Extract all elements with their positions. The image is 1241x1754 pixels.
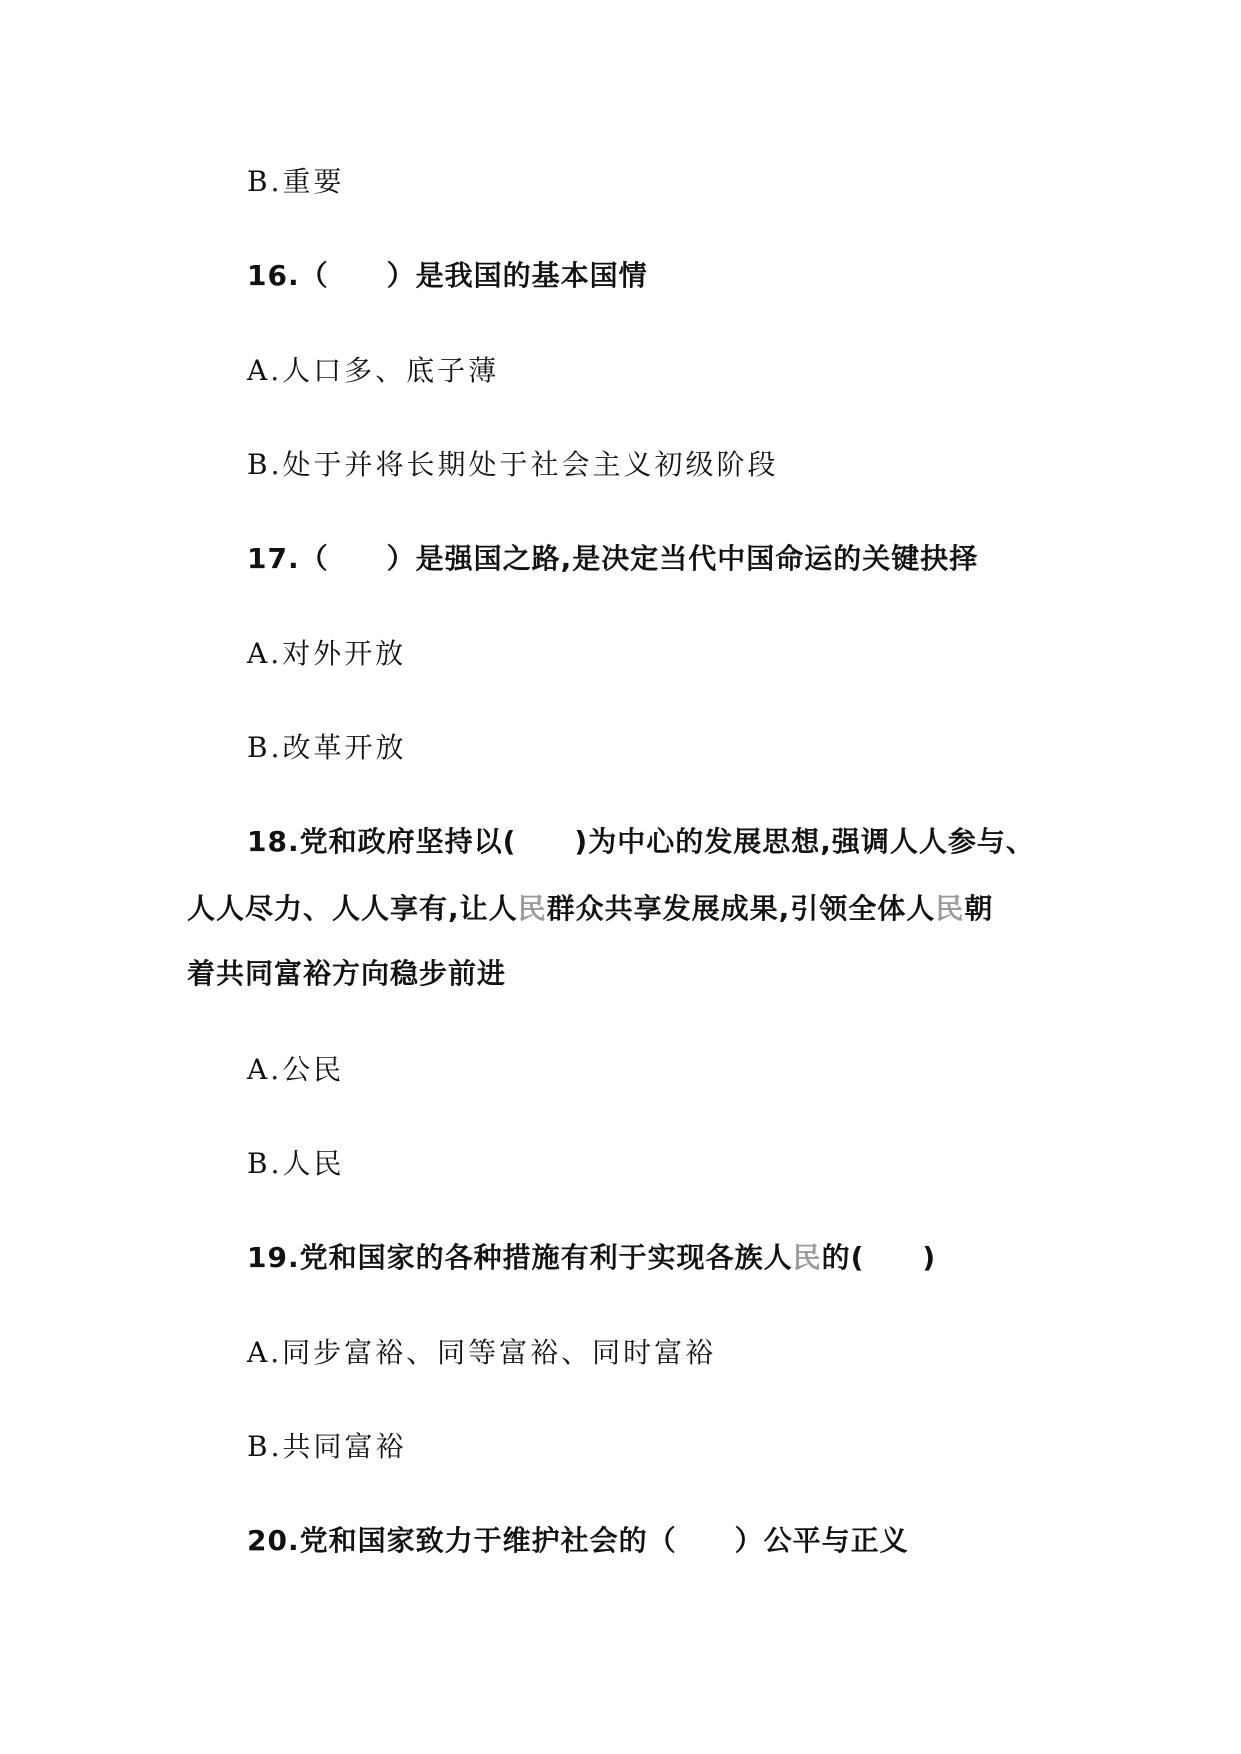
q18-option-b: B.人民 bbox=[247, 1147, 345, 1180]
q18-stem-line1: 18.党和政府坚持以( )为中心的发展思想,强调人人参与、 bbox=[247, 825, 1035, 858]
q16-option-b: B.处于并将长期处于社会主义初级阶段 bbox=[247, 448, 779, 481]
q19-stem-part2: 的( ) bbox=[821, 1241, 937, 1274]
q18-stem-line2-part3: 朝 bbox=[964, 892, 994, 925]
q18-faint-char-2: 民 bbox=[935, 892, 965, 925]
q19-stem-part1: 19.党和国家的各种措施有利于实现各族人 bbox=[247, 1241, 793, 1274]
q19-faint-char: 民 bbox=[792, 1241, 822, 1274]
q18-stem-line2-part1: 人人尽力、人人享有,让人 bbox=[187, 892, 518, 925]
q17-option-b: B.改革开放 bbox=[247, 731, 407, 764]
q19-option-a: A.同步富裕、同等富裕、同时富裕 bbox=[247, 1336, 717, 1369]
q16-option-a: A.人口多、底子薄 bbox=[247, 354, 500, 387]
q18-faint-char-1: 民 bbox=[517, 892, 547, 925]
q17-stem: 17.（ ）是强国之路,是决定当代中国命运的关键抉择 bbox=[247, 542, 979, 575]
q18-stem-line2 bbox=[187, 892, 994, 925]
q19-option-b: B.共同富裕 bbox=[247, 1430, 407, 1463]
q16-stem: 16.（ ）是我国的基本国情 bbox=[247, 259, 648, 292]
q19-stem bbox=[247, 1241, 937, 1274]
q17-option-a: A.对外开放 bbox=[247, 637, 407, 670]
q18-option-a: A.公民 bbox=[247, 1053, 345, 1086]
q15-option-b: B.重要 bbox=[247, 165, 345, 198]
q18-stem-line2-part2: 群众共享发展成果,引领全体人 bbox=[546, 892, 936, 925]
q20-stem: 20.党和国家致力于维护社会的（ ）公平与正义 bbox=[247, 1524, 909, 1557]
q18-stem-line3: 着共同富裕方向稳步前进 bbox=[187, 957, 507, 990]
